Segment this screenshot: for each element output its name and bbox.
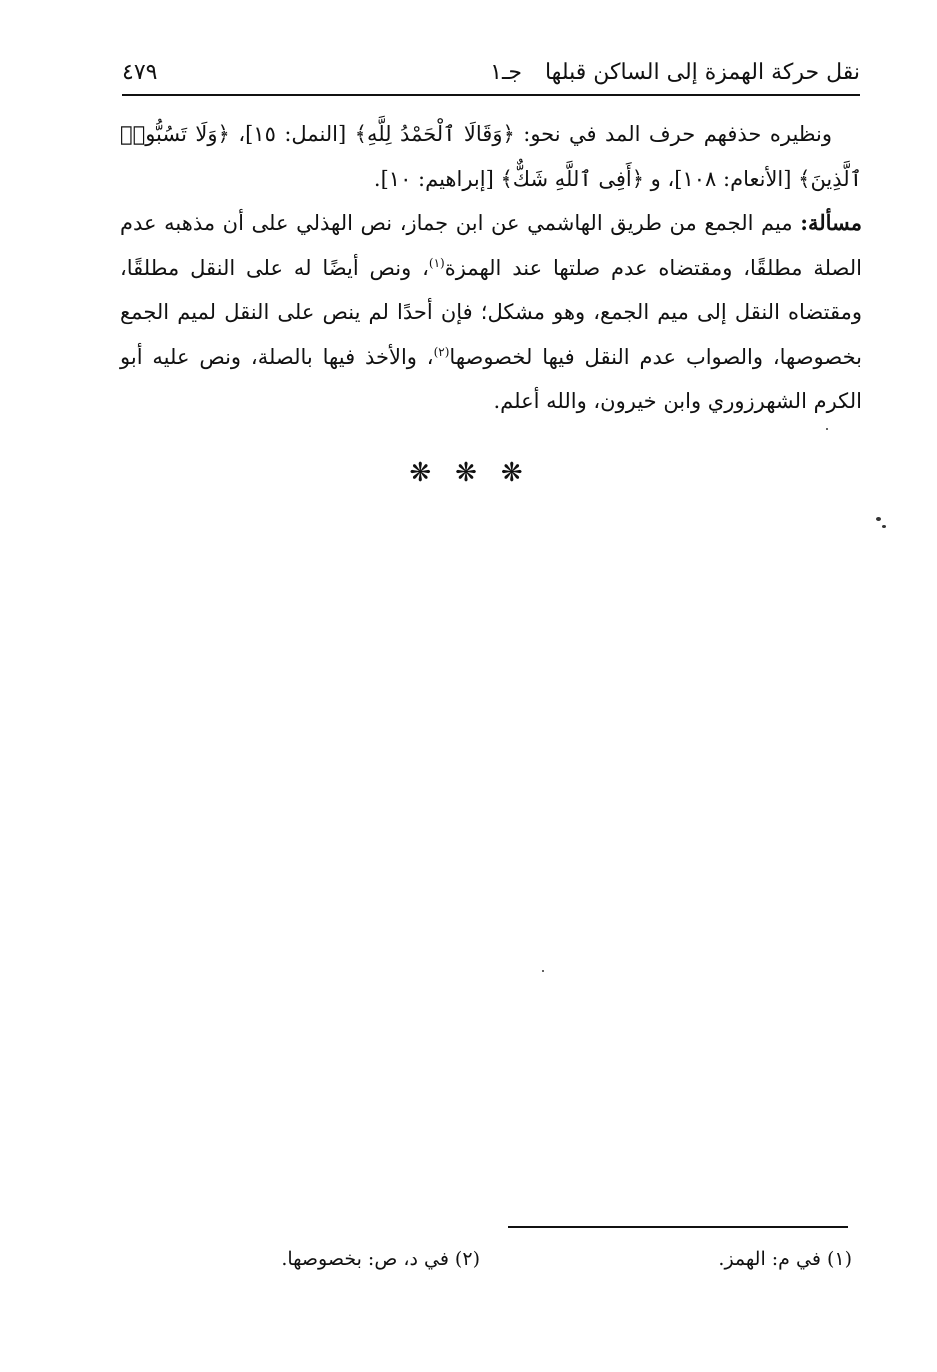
scan-speck [882,525,886,528]
paragraph-2 [120,201,862,424]
running-header [122,60,860,96]
paragraph-1: ونظيره حذفهم حرف المد في نحو: ﴿وَقَالَا ٱلْحَمْدُ لِلَّهِ﴾ [النمل: ١٥]، ﴿وَلَا تَسُبُّوا۟ ٱلَّذِينَ﴾ [الأنعام: ١٠٨]، و ﴿أَفِى ٱللَّهِ شَكٌّ﴾ [إبراهيم: ١٠]. [120,122,862,191]
footnote-separator [508,1226,848,1228]
scan-speck [826,428,828,430]
footnotes [240,1248,852,1278]
footnote-ref-1: (١) [428,255,445,270]
header-title: نقل حركة الهمزة إلى الساكن قبلها [544,60,860,85]
paragraph-2-text-c: ، والأخذ فيها بالصلة، ونص عليه أبو الكرم الشهرزوري وابن خيرون، والله أعلم. [120,344,862,413]
footnote-2: (٢) في د، ص: بخصوصها. [281,1248,480,1270]
scan-speck [542,970,544,972]
footnote-1: (١) في م: الهمز. [718,1248,852,1270]
volume-label: جـ١ [490,60,522,85]
issue-keyword: مسألة: [800,210,862,235]
footnote-ref-2: (٢) [433,344,450,359]
section-divider-stars: ❋❋❋ [409,458,547,488]
paragraph-2-text-b: ، ونص أيضًا له على النقل مطلقًا، ومقتضاه النقل إلى ميم الجمع، وهو مشكل؛ فإن أحدًا لم ينص على النقل لميم الجمع بخصوصها، والصواب عدم النقل فيها لخصوصها [120,255,862,369]
page-number: ٤٧٩ [122,60,158,85]
paragraph-2-text-a: ميم الجمع من طريق الهاشمي عن ابن جماز، نص الهذلي على أن مذهبه عدم الصلة مطلقًا، ومقتضاه عدم صلتها عند الهمزة [120,211,862,280]
scan-speck [876,517,881,521]
main-text [120,112,862,424]
